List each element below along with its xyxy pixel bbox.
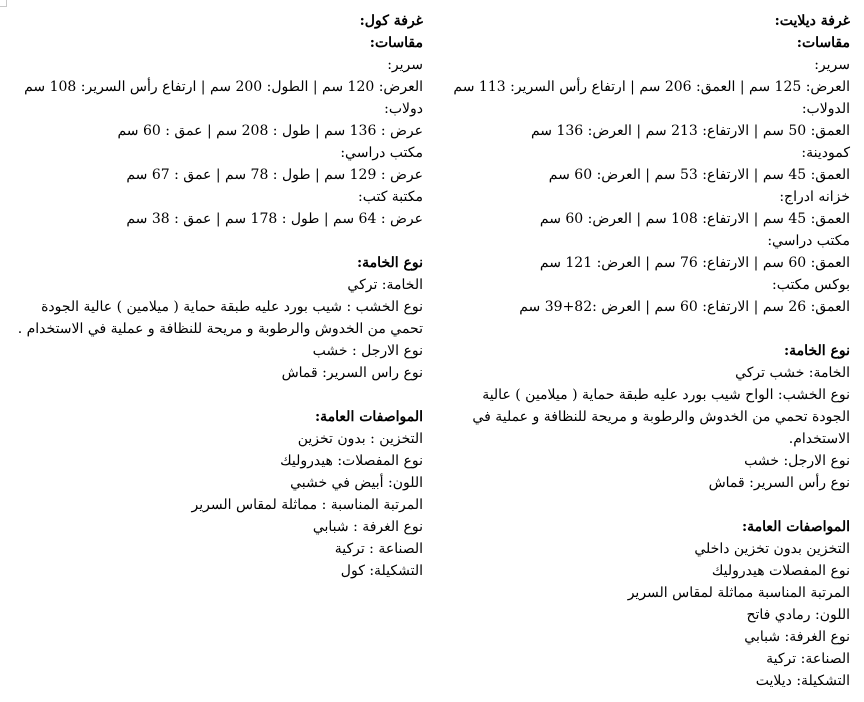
delight-room-column bbox=[450, 10, 850, 692]
legs-type: نوع الارجل: خشب bbox=[744, 453, 850, 469]
dimension-line: عرض : 129 سم | طول : 78 سم | عمق : 67 سم bbox=[126, 167, 423, 183]
dimension-line: العمق: 60 سم | الارتفاع: 76 سم | العرض: 121 سم bbox=[539, 255, 850, 271]
dimension-line: سرير: bbox=[387, 57, 423, 73]
general-spec: التخزين : بدون تخزين bbox=[297, 431, 423, 447]
dimension-line: مكتب دراسي: bbox=[767, 233, 850, 249]
room-title: غرفة ديلايت: bbox=[774, 13, 850, 29]
dimension-line: مكتبة كتب: bbox=[358, 189, 423, 205]
general-heading: المواصفات العامة: bbox=[314, 409, 423, 425]
dimension-line: عرض : 136 سم | طول : 208 سم | عمق : 60 سم bbox=[117, 123, 423, 139]
general-spec: نوع المفصلات هيدروليك bbox=[711, 563, 850, 579]
dimension-line: الدولاب: bbox=[801, 101, 850, 117]
wood-type: نوع الخشب : شيب بورد عليه طبقة حماية ( ميلامين ) عالية الجودة تحمي من الخدوش والرطوبة و مريحة للنظافة و عملية في الاستخدام . bbox=[17, 299, 423, 337]
cool-room-column bbox=[8, 10, 423, 582]
general-spec: المرتبة المناسبة مماثلة لمقاس السرير bbox=[627, 585, 850, 601]
legs-type: نوع الارجل : خشب bbox=[312, 343, 423, 359]
dimension-line: عرض : 64 سم | طول : 178 سم | عمق : 38 سم bbox=[126, 211, 423, 227]
dimension-line: كمودينة: bbox=[801, 145, 850, 161]
general-spec: نوع الغرفة : شبابي bbox=[312, 519, 423, 535]
dimension-line: العمق: 26 سم | الارتفاع: 60 سم | العرض :82+39 سم bbox=[519, 299, 850, 315]
general-spec: التشكيلة: كول bbox=[340, 563, 423, 579]
corner-mark bbox=[0, 0, 7, 7]
material-type: الخامة: خشب تركي bbox=[735, 365, 850, 381]
dimension-line: بوكس مكتب: bbox=[771, 277, 850, 293]
general-spec: الصناعة: تركية bbox=[766, 651, 850, 667]
dimension-line: دولاب: bbox=[384, 101, 423, 117]
dimension-line: خزانه ادراج: bbox=[779, 189, 850, 205]
room-title: غرفة كول: bbox=[359, 13, 423, 29]
dimensions-heading: مقاسات: bbox=[796, 35, 850, 51]
dimension-line: العمق: 50 سم | الارتفاع: 213 سم | العرض: 136 سم bbox=[530, 123, 850, 139]
dimension-line: سرير: bbox=[814, 57, 850, 73]
general-spec: اللون: أبيض في خشبي bbox=[290, 475, 423, 491]
headboard-type: نوع رأس السرير: قماش bbox=[708, 475, 850, 491]
general-spec: الصناعة : تركية bbox=[334, 541, 423, 557]
general-spec: التخزين بدون تخزين داخلي bbox=[694, 541, 850, 557]
wood-type: نوع الخشب: الواح شيب بورد عليه طبقة حماية ( ميلامين ) عالية الجودة تحمي من الخدوش والرطوبة و مريحة للنظافة و عملية في الاستخدام. bbox=[472, 387, 850, 447]
dimensions-heading: مقاسات: bbox=[369, 35, 423, 51]
general-spec: اللون: رمادي فاتح bbox=[746, 607, 850, 623]
general-spec: المرتبة المناسبة : مماثلة لمقاس السرير bbox=[191, 497, 423, 513]
dimension-line: العرض: 125 سم | العمق: 206 سم | ارتفاع رأس السرير: 113 سم bbox=[453, 79, 850, 95]
general-heading: المواصفات العامة: bbox=[741, 519, 850, 535]
dimension-line: العرض: 120 سم | الطول: 200 سم | ارتفاع رأس السرير: 108 سم bbox=[24, 79, 423, 95]
general-spec: نوع الغرفة: شبابي bbox=[744, 629, 850, 645]
general-spec: التشكيلة: ديلايت bbox=[755, 673, 850, 689]
material-heading: نوع الخامة: bbox=[357, 255, 423, 271]
general-spec: نوع المفصلات: هيدروليك bbox=[280, 453, 423, 469]
material-heading: نوع الخامة: bbox=[784, 343, 850, 359]
dimension-line: العمق: 45 سم | الارتفاع: 53 سم | العرض: 60 سم bbox=[548, 167, 850, 183]
dimension-line: العمق: 45 سم | الارتفاع: 108 سم | العرض: 60 سم bbox=[539, 211, 850, 227]
dimension-line: مكتب دراسي: bbox=[340, 145, 423, 161]
headboard-type: نوع راس السرير: قماش bbox=[281, 365, 423, 381]
material-type: الخامة: تركي bbox=[347, 277, 423, 293]
